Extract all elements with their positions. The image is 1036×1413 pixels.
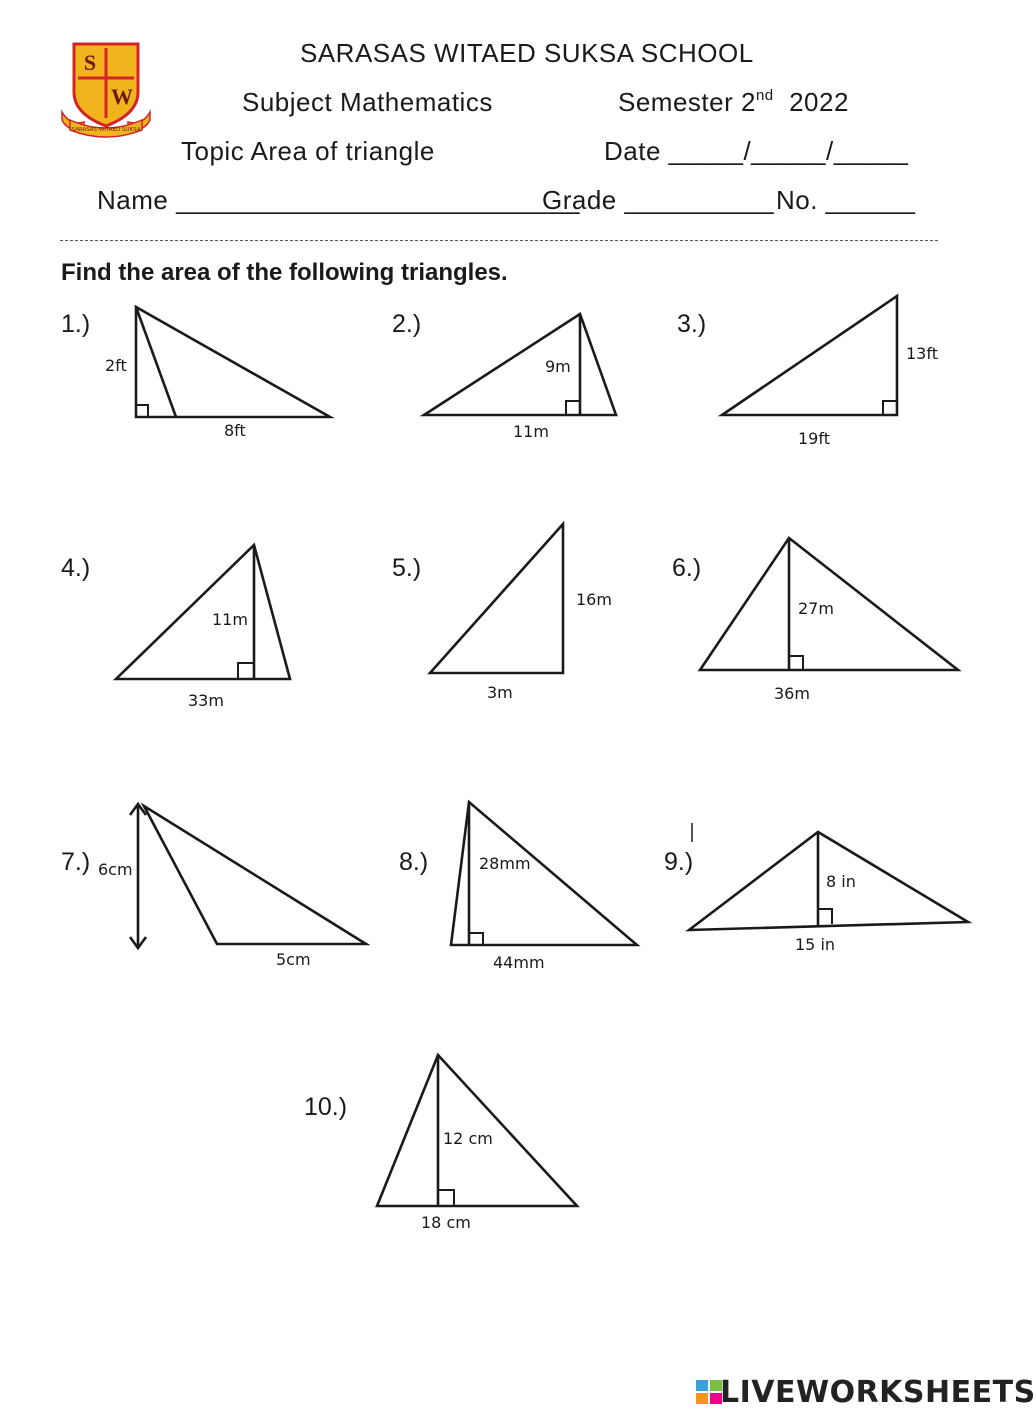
problem-3-label: 3.) <box>677 310 707 338</box>
logo-letter-s: S <box>83 50 97 75</box>
problem-3-base: 19ft <box>798 429 830 448</box>
problem-6-base: 36m <box>774 684 810 703</box>
problem-1-label: 1.) <box>61 310 91 338</box>
problem-4-label: 4.) <box>61 554 91 582</box>
school-name: SARASAS WITAED SUKSA SCHOOL <box>300 38 754 68</box>
problem-1-height: 2ft <box>105 356 127 375</box>
logo-letter-w: W <box>111 84 133 109</box>
problem-1-base: 8ft <box>224 421 246 440</box>
problem-7-base: 5cm <box>276 950 311 969</box>
instructions: Find the area of the following triangles. <box>61 259 508 286</box>
triangle-3 <box>722 296 897 415</box>
problem-5-height: 16m <box>576 590 612 609</box>
triangle-1 <box>136 307 330 417</box>
problem-9-base: 15 in <box>795 935 836 954</box>
problem-8-label: 8.) <box>399 848 429 876</box>
problem-6-label: 6.) <box>672 554 702 582</box>
number-field[interactable]: No. ______ <box>776 185 916 215</box>
triangle-4 <box>116 545 290 679</box>
problem-3-height: 13ft <box>906 344 938 363</box>
semester-prefix: Semester 2 <box>618 87 756 117</box>
problem-7-label: 7.) <box>61 848 91 876</box>
problem-7-height: 6cm <box>98 860 133 879</box>
triangle-8 <box>451 802 637 945</box>
problem-5-label: 5.) <box>392 554 422 582</box>
logo-ribbon-text: SARASAS WITAED SUKSA <box>71 127 141 133</box>
problem-10-base: 18 cm <box>421 1213 471 1232</box>
subject-label: Subject Mathematics <box>242 87 493 117</box>
problem-8-base: 44mm <box>493 953 545 972</box>
triangle-7 <box>130 804 366 948</box>
topic-label: Topic Area of triangle <box>181 136 435 166</box>
triangle-5 <box>430 524 563 673</box>
problem-9-height: 8 in <box>826 872 856 891</box>
problem-2-label: 2.) <box>392 310 422 338</box>
semester-year: 2022 <box>789 87 849 117</box>
problem-5-base: 3m <box>487 683 513 702</box>
semester-superscript: nd <box>755 87 774 104</box>
grade-field[interactable]: Grade __________ <box>542 185 775 215</box>
problem-9-label: 9.) <box>664 848 694 876</box>
liveworksheets-wordmark: LIVEWORKSHEETS <box>720 1375 1036 1410</box>
date-field[interactable]: Date _____/_____/_____ <box>604 136 909 166</box>
triangle-2 <box>424 314 616 415</box>
problem-2-base: 11m <box>513 422 549 441</box>
problem-4-height: 11m <box>212 610 248 629</box>
problem-4-base: 33m <box>188 691 224 710</box>
problem-6-height: 27m <box>798 599 834 618</box>
problem-10-height: 12 cm <box>443 1129 493 1148</box>
problem-8-height: 28mm <box>479 854 531 873</box>
problem-2-height: 9m <box>545 357 571 376</box>
problem-10-label: 10.) <box>304 1093 348 1121</box>
name-field[interactable]: Name ___________________________ <box>97 185 580 215</box>
